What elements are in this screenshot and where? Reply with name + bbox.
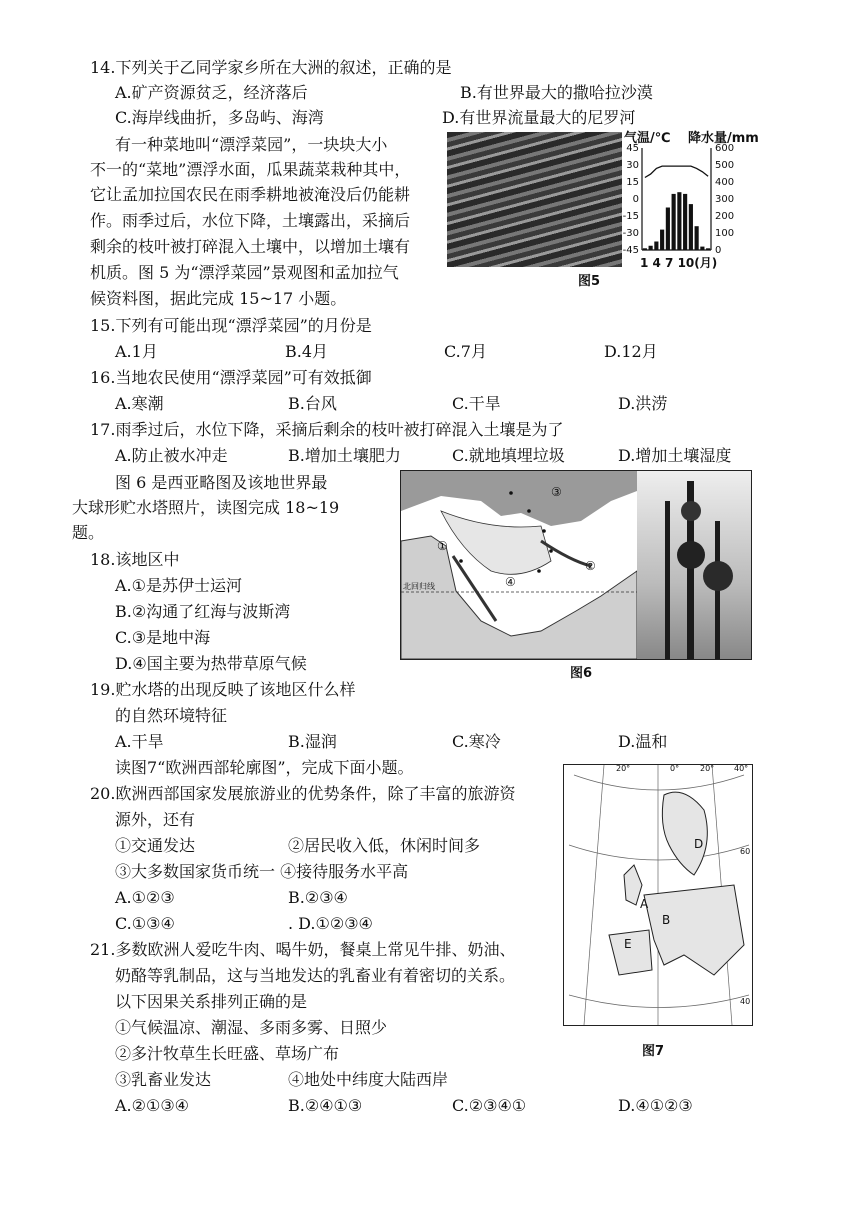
- lon-label-20e: 20°: [700, 764, 715, 773]
- precip-bar: [654, 242, 658, 251]
- west-asia-map-figure: [400, 470, 752, 660]
- region-label-e: E: [624, 937, 632, 951]
- q19-option-a[interactable]: A.干旱: [115, 732, 164, 751]
- q15-option-b[interactable]: B.4月: [285, 342, 329, 361]
- precip-bar: [700, 247, 704, 250]
- precip-bar: [649, 246, 653, 250]
- q15-stem: 15.下列有可能出现“漂浮菜园”的月份是: [90, 316, 372, 335]
- west-asia-map: [401, 471, 637, 659]
- floating-garden-photo: [447, 132, 622, 267]
- q14-option-b[interactable]: B.有世界最大的撒哈拉沙漠: [460, 83, 653, 102]
- precip-bar: [672, 194, 676, 250]
- precip-bar: [689, 204, 693, 250]
- precip-tick-label: 400: [715, 177, 735, 188]
- region-label-d: D: [694, 837, 704, 851]
- precip-bar: [695, 226, 699, 250]
- intro5-line: 不一的“菜地”漂浮水面，瓜果蔬菜栽种其中，: [90, 160, 411, 179]
- fig5-temp-label: 气温/℃: [624, 131, 671, 146]
- q14-option-a[interactable]: A.矿产资源贫乏，经济落后: [115, 83, 308, 102]
- q21-option-2: ②多汁牧草生长旺盛、草场广布: [115, 1044, 340, 1063]
- temp-tick-label: 0: [632, 194, 639, 205]
- fig5-precip-label: 降水量/mm: [688, 131, 759, 146]
- q17-option-b[interactable]: B.增加土壤肥力: [288, 446, 401, 465]
- intro5-line: 机质。图 5 为“漂浮菜园”景观图和孟加拉气: [90, 263, 399, 282]
- temp-tick-label: 30: [626, 160, 639, 171]
- q19-stem-cont: 的自然环境特征: [115, 706, 228, 725]
- q17-option-d[interactable]: D.增加土壤湿度: [618, 446, 732, 465]
- region-label-b: B: [662, 913, 671, 927]
- q17-option-c[interactable]: C.就地填埋垃圾: [452, 446, 565, 465]
- precip-tick-label: 500: [715, 160, 735, 171]
- intro6-line: 图 6 是西亚略图及该地世界最: [115, 473, 328, 492]
- water-tower-photo: [637, 471, 751, 659]
- q16-option-b[interactable]: B.台风: [288, 394, 337, 413]
- q21-option-3: ③乳畜业发达: [115, 1070, 212, 1089]
- q21-option-d[interactable]: D.④①②③: [618, 1096, 693, 1115]
- temp-tick-label: 45: [626, 143, 639, 154]
- temp-tick-label: -30: [622, 228, 639, 239]
- map-label-4: ④: [505, 575, 516, 589]
- precip-bar: [683, 194, 687, 250]
- temperature-line: [645, 166, 708, 177]
- temp-tick-label: -15: [622, 211, 639, 222]
- q19-stem: 19.贮水塔的出现反映了该地区什么样: [90, 680, 356, 699]
- precip-tick-label: 0: [715, 245, 722, 256]
- precip-bar: [706, 248, 710, 250]
- q20-option-34: ③大多数国家货币统一 ④接待服务水平高: [115, 862, 409, 881]
- q16-option-d[interactable]: D.洪涝: [618, 394, 668, 413]
- q21-option-b[interactable]: B.②④①③: [288, 1096, 363, 1115]
- map-label-2: ②: [585, 559, 596, 573]
- lon-label-0: 0°: [670, 764, 680, 773]
- precip-bar: [660, 230, 664, 250]
- q21-option-4: ④地处中纬度大陆西岸: [288, 1070, 449, 1089]
- precip-tick-label: 100: [715, 228, 735, 239]
- q20-stem-cont: 源外，还有: [115, 810, 196, 829]
- fig5-month-ticks: 1 4 7 10(月): [640, 256, 718, 270]
- scandinavia: [662, 792, 707, 875]
- q14-option-d[interactable]: D.有世界流量最大的尼罗河: [442, 108, 636, 127]
- q16-option-c[interactable]: C.干旱: [452, 394, 501, 413]
- precip-bar: [677, 192, 681, 250]
- western-europe-map: [564, 765, 752, 1025]
- region-label-a: A: [640, 897, 649, 911]
- q15-option-a[interactable]: A.1月: [115, 342, 158, 361]
- map-label-1: ①: [437, 539, 448, 553]
- intro5-line: 剩余的枝叶被打碎混入土壤中，以增加土壤有: [90, 237, 411, 256]
- q17-option-a[interactable]: A.防止被水冲走: [115, 446, 228, 465]
- q18-option-d[interactable]: D.④国主要为热带草原气候: [115, 654, 307, 673]
- q21-stem: 21.多数欧洲人爱吃牛肉、喝牛奶，餐桌上常见牛排、奶油、: [90, 940, 516, 959]
- q20-option-c[interactable]: C.①③④: [115, 914, 175, 933]
- lon-label-40e: 40°: [734, 764, 749, 773]
- q19-option-b[interactable]: B.湿润: [288, 732, 337, 751]
- q18-stem: 18.该地区中: [90, 550, 180, 569]
- precip-tick-label: 200: [715, 211, 735, 222]
- q20-option-d[interactable]: . D.①②③④: [288, 914, 373, 933]
- lat-label-60: 60: [740, 847, 751, 856]
- map-label-tropic: 北回归线: [403, 582, 435, 591]
- western-europe-map-figure: [563, 764, 753, 1026]
- intro6-line: 大球形贮水塔照片，读图完成 18~19: [72, 498, 340, 517]
- q14-stem: 14.下列关于乙同学家乡所在大洲的叙述，正确的是: [90, 58, 452, 77]
- intro5-line: 候资料图，据此完成 15~17 小题。: [90, 289, 347, 308]
- q15-option-c[interactable]: C.7月: [444, 342, 487, 361]
- q18-option-a[interactable]: A.①是苏伊士运河: [115, 576, 242, 595]
- precip-bar: [666, 208, 670, 251]
- q14-option-c[interactable]: C.海岸线曲折，多岛屿、海湾: [115, 108, 324, 127]
- q19-option-d[interactable]: D.温和: [618, 732, 668, 751]
- q21-option-c[interactable]: C.②③④①: [452, 1096, 527, 1115]
- fig7-caption: 图7: [642, 1044, 665, 1059]
- intro6-line: 题。: [72, 523, 105, 542]
- q20-option-b[interactable]: B.②③④: [288, 888, 348, 907]
- mainland: [644, 885, 744, 975]
- q19-option-c[interactable]: C.寒冷: [452, 732, 501, 751]
- lon-label-20w: 20°: [616, 764, 631, 773]
- q21-option-1: ①气候温凉、潮湿、多雨多雾、日照少: [115, 1018, 388, 1037]
- intro7: 读图7“欧洲西部轮廓图”，完成下面小题。: [115, 758, 414, 777]
- fig5-caption: 图5: [578, 274, 601, 289]
- map-label-3: ③: [551, 485, 562, 499]
- q18-option-c[interactable]: C.③是地中海: [115, 628, 211, 647]
- intro5-line: 它让孟加拉国农民在雨季耕地被淹没后仍能耕: [90, 185, 411, 204]
- q20-option-1: ①交通发达: [115, 836, 196, 855]
- q20-option-2: ②居民收入低，休闲时间多: [288, 836, 481, 855]
- intro5-line: 有一种菜地叫“漂浮菜园”，一块块大小: [115, 135, 388, 154]
- q21-stem-cont2: 以下因果关系排列正确的是: [115, 992, 308, 1011]
- precip-tick-label: 300: [715, 194, 735, 205]
- temp-tick-label: 15: [626, 177, 639, 188]
- q21-option-a[interactable]: A.②①③④: [115, 1096, 190, 1115]
- q20-option-a[interactable]: A.①②③: [115, 888, 175, 907]
- q18-option-b[interactable]: B.②沟通了红海与波斯湾: [115, 602, 291, 621]
- precip-bar: [643, 248, 647, 250]
- fig6-caption: 图6: [570, 666, 593, 681]
- lat-label-40: 40: [740, 997, 751, 1006]
- q16-stem: 16.当地农民使用“漂浮菜园”可有效抵御: [90, 368, 372, 387]
- q20-stem: 20.欧洲西部国家发展旅游业的优势条件，除了丰富的旅游资: [90, 784, 516, 803]
- q21-stem-cont: 奶酪等乳制品，这与当地发达的乳畜业有着密切的关系。: [115, 966, 516, 985]
- intro5-line: 作。雨季过后，水位下降，土壤露出，采摘后: [90, 211, 411, 230]
- q15-option-d[interactable]: D.12月: [604, 342, 658, 361]
- q16-option-a[interactable]: A.寒潮: [115, 394, 164, 413]
- precip-tick-label: 600: [715, 143, 735, 154]
- temp-tick-label: -45: [622, 245, 639, 256]
- q17-stem: 17.雨季过后，水位下降，采摘后剩余的枝叶被打碎混入土壤是为了: [90, 420, 564, 439]
